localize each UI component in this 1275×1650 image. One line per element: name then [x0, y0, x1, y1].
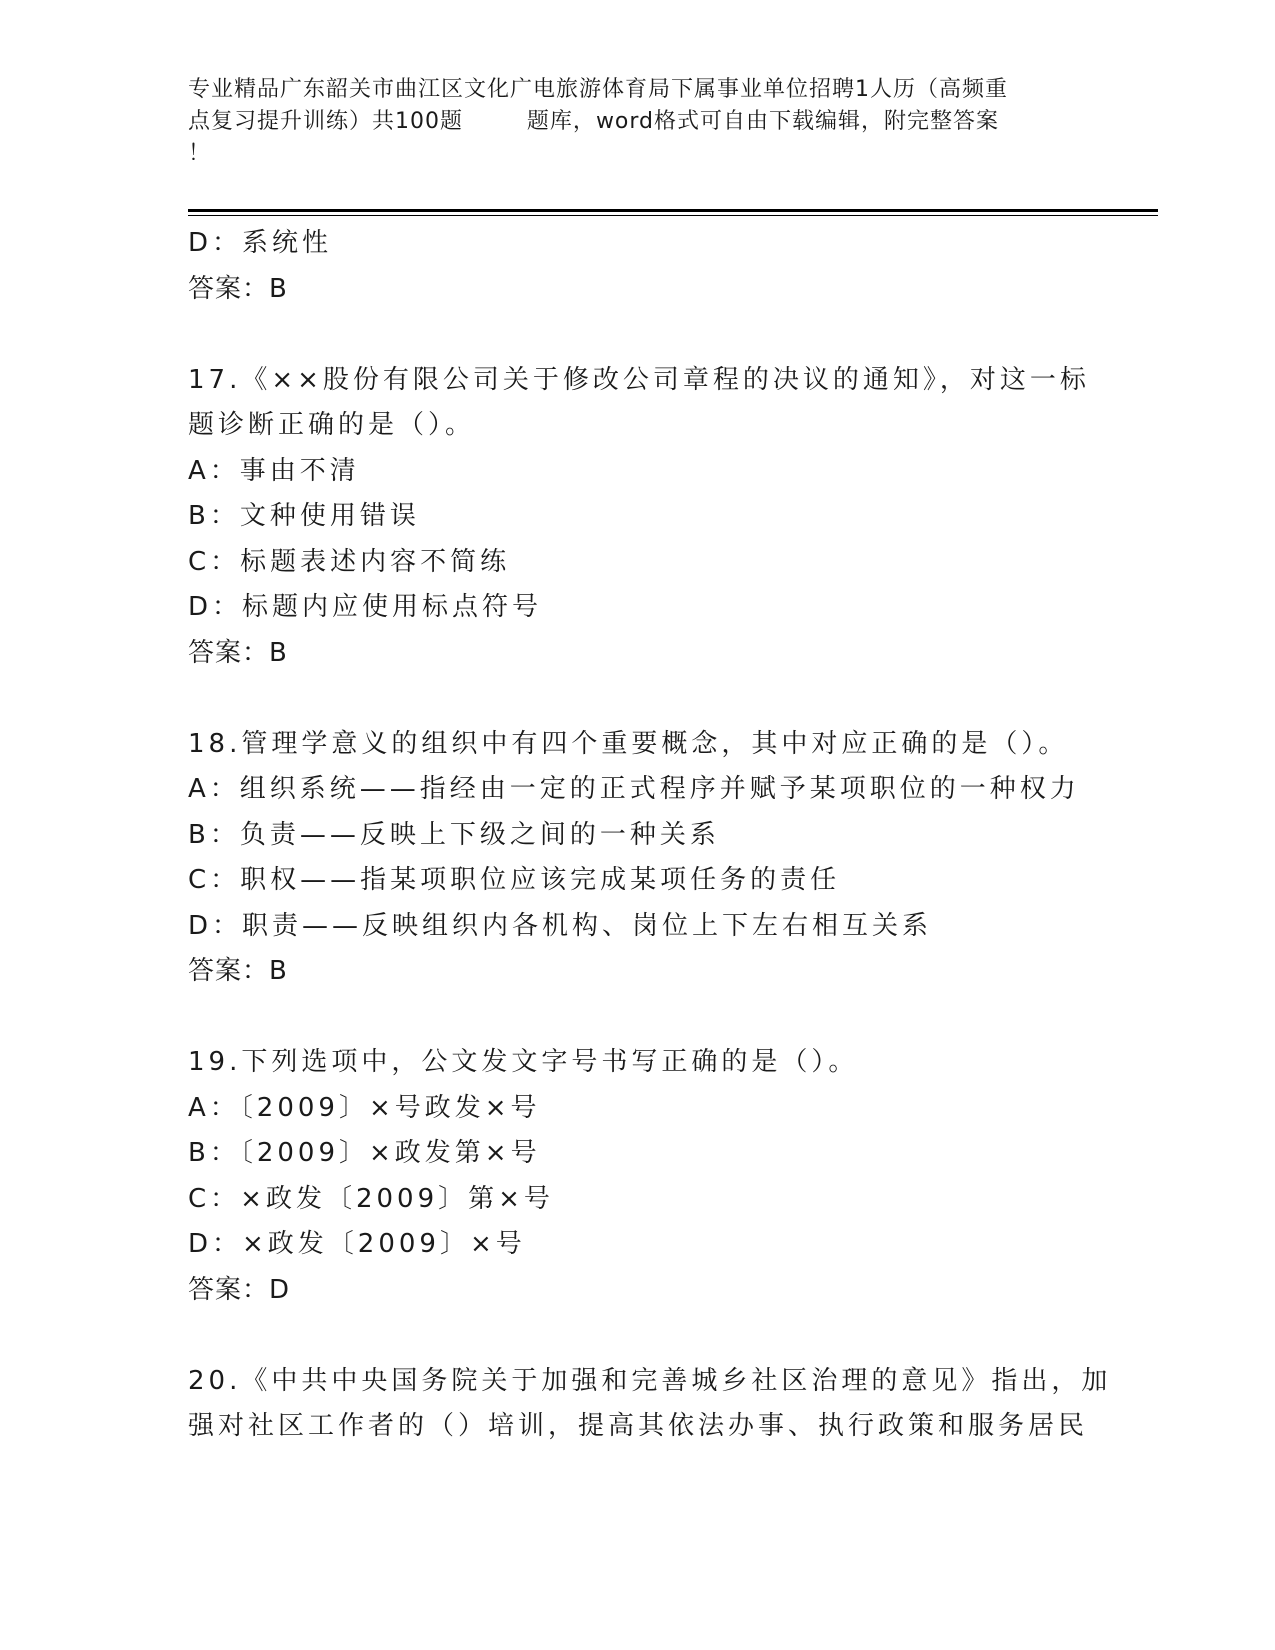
option-a: A：〔2009〕×号政发×号	[188, 1092, 541, 1123]
option-d: D：标题内应使用标点符号	[188, 592, 543, 622]
option-d: D：职责——反映组织内各机构、岗位上下左右相互关系	[188, 910, 933, 941]
spacer	[188, 676, 1168, 722]
answer-label: 答案：B	[188, 273, 288, 304]
option-d: D：系统性	[188, 228, 333, 258]
option-b: B：负责——反映上下级之间的一种关系	[188, 819, 720, 850]
question-stem: 20.《中共中央国务院关于加强和完善城乡社区治理的意见》指出，加	[188, 1365, 1112, 1396]
question-18	[188, 722, 1168, 995]
header-title-line-1: 专业精品广东韶关市曲江区文化广电旅游体育局下属事业单位招聘1人历（高频重	[188, 77, 1008, 102]
header-divider-thick	[188, 209, 1158, 212]
option-a: A：组织系统——指经由一定的正式程序并赋予某项职位的一种权力	[188, 774, 1080, 804]
spacer	[188, 312, 1168, 358]
option-d: D：×政发〔2009〕×号	[188, 1229, 526, 1259]
question-stem: 19.下列选项中，公文发文字号书写正确的是（）。	[188, 1047, 859, 1077]
header-title-line-2: 点复习提升训练）共100题 题库，word格式可自由下载编辑，附完整答案	[188, 109, 1000, 134]
header-title-line-3: ！	[188, 141, 212, 166]
spacer	[188, 995, 1168, 1041]
spacer	[188, 1313, 1168, 1359]
option-a: A：事由不清	[188, 455, 360, 486]
option-b: B：〔2009〕×政发第×号	[188, 1138, 541, 1168]
question-stem: 17.《××股份有限公司关于修改公司章程的决议的通知》，对这一标	[188, 364, 1090, 395]
document-header	[188, 74, 1088, 170]
answer-label: 答案：B	[188, 956, 288, 986]
header-divider-thin	[188, 215, 1158, 216]
question-stem-continued: 题诊断正确的是（）。	[188, 410, 476, 440]
option-c: C：×政发〔2009〕第×号	[188, 1183, 554, 1214]
question-19	[188, 1040, 1168, 1313]
question-stem: 18.管理学意义的组织中有四个重要概念，其中对应正确的是（）。	[188, 728, 1069, 759]
answer-label: 答案：B	[188, 637, 288, 668]
question-stem-continued: 强对社区工作者的（）培训，提高其依法办事、执行政策和服务居民	[188, 1411, 1089, 1441]
option-c: C：标题表述内容不简练	[188, 546, 511, 577]
question-list	[188, 221, 1168, 1450]
question-17	[188, 358, 1168, 677]
answer-label: 答案：D	[188, 1274, 291, 1305]
question-20	[188, 1359, 1168, 1450]
question-16-tail	[188, 221, 1168, 312]
option-c: C：职权——指某项职位应该完成某项任务的责任	[188, 865, 841, 895]
option-b: B：文种使用错误	[188, 501, 420, 531]
